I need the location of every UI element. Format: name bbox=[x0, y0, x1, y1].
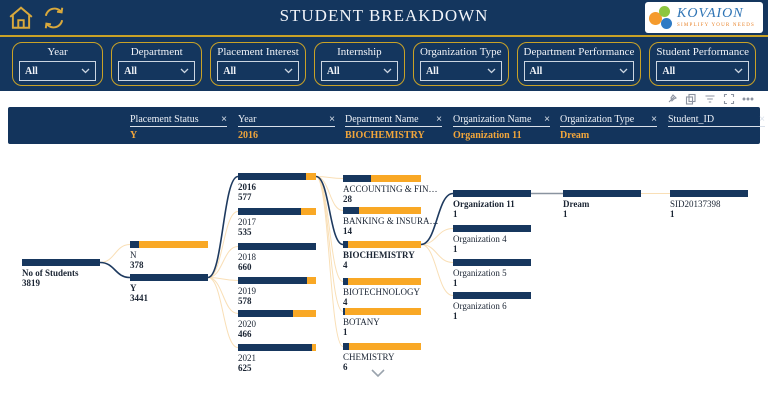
breadcrumb-placement-status bbox=[130, 114, 227, 141]
chevron-down-icon bbox=[180, 68, 189, 74]
tree-node-n[interactable] bbox=[130, 241, 208, 270]
filter-value: All bbox=[662, 65, 676, 77]
filter-dropdown-department-performance[interactable] bbox=[524, 61, 635, 81]
filter-label: Year bbox=[47, 46, 68, 58]
node-value: 1 bbox=[453, 311, 458, 321]
tree-node-2019[interactable] bbox=[238, 277, 316, 306]
node-bar bbox=[343, 241, 421, 248]
node-value: 466 bbox=[238, 329, 252, 339]
node-value: 14 bbox=[343, 226, 352, 236]
home-icon bbox=[8, 5, 34, 31]
breadcrumb-year bbox=[238, 114, 335, 141]
node-label: No of Students bbox=[22, 268, 79, 278]
chevron-down-icon bbox=[81, 68, 90, 74]
filter-button[interactable] bbox=[704, 93, 716, 105]
node-value: 378 bbox=[130, 260, 144, 270]
breadcrumb-field: Year bbox=[238, 114, 257, 125]
node-bar bbox=[238, 173, 316, 180]
node-label: Y bbox=[130, 283, 137, 293]
filter-dropdown-internship[interactable] bbox=[321, 61, 398, 81]
filter-dropdown-department[interactable] bbox=[118, 61, 195, 81]
node-label: 2021 bbox=[238, 353, 256, 363]
node-value: 4 bbox=[343, 260, 348, 270]
filter-internship bbox=[314, 42, 405, 86]
page-title: STUDENT BREAKDOWN bbox=[279, 6, 489, 25]
tree-node-2018[interactable] bbox=[238, 243, 316, 272]
node-label: N bbox=[130, 250, 137, 260]
node-bar bbox=[453, 292, 531, 299]
kovaion-logo bbox=[645, 2, 763, 33]
node-bar bbox=[343, 308, 421, 315]
pin-button[interactable] bbox=[666, 93, 678, 105]
tree-node-2017[interactable] bbox=[238, 208, 316, 237]
tree-node-biotechnology[interactable] bbox=[343, 278, 421, 307]
filter-dropdown-organization-type[interactable] bbox=[420, 61, 502, 81]
breadcrumb-value: BIOCHEMISTRY bbox=[345, 130, 425, 141]
filter-icon bbox=[704, 93, 716, 105]
node-label: SID20137398 bbox=[670, 199, 721, 209]
chevron-down-icon bbox=[619, 68, 628, 74]
filter-label: Department Performance bbox=[523, 46, 635, 58]
breadcrumb-value: 2016 bbox=[238, 130, 258, 141]
tree-node-y[interactable] bbox=[130, 274, 208, 303]
filter-value: All bbox=[425, 65, 439, 77]
chevron-down-icon bbox=[734, 68, 743, 74]
more-options-button[interactable] bbox=[742, 93, 754, 105]
node-bar bbox=[670, 190, 748, 197]
tree-node-botany[interactable] bbox=[343, 308, 421, 337]
filter-student-performance bbox=[649, 42, 756, 86]
tree-node-organization-6[interactable] bbox=[453, 292, 531, 321]
node-value: 6 bbox=[343, 362, 348, 372]
node-value: 1 bbox=[563, 209, 568, 219]
node-label: Organization 6 bbox=[453, 301, 507, 311]
breadcrumb-value: Dream bbox=[560, 130, 590, 141]
remove-level-icon[interactable]: × bbox=[651, 113, 657, 125]
filter-placement-interest bbox=[210, 42, 306, 86]
tree-node-no-of-students[interactable] bbox=[22, 259, 100, 288]
breadcrumb-field: Placement Status bbox=[130, 114, 199, 125]
node-bar bbox=[238, 310, 316, 317]
breadcrumb-field: Department Name bbox=[345, 114, 419, 125]
remove-level-icon[interactable]: × bbox=[544, 113, 550, 125]
node-label: BIOTECHNOLOGY bbox=[343, 287, 420, 297]
breadcrumb-department-name bbox=[345, 114, 442, 141]
breadcrumb-field: Student_ID bbox=[668, 114, 715, 125]
node-bar bbox=[238, 208, 316, 215]
node-bar bbox=[238, 344, 316, 351]
app-header bbox=[0, 0, 768, 37]
tree-node-banking-insura[interactable] bbox=[343, 207, 439, 236]
tree-node-dream[interactable] bbox=[563, 190, 641, 219]
focus-mode-icon bbox=[723, 93, 735, 105]
focus-mode-button[interactable] bbox=[723, 93, 735, 105]
filter-value: All bbox=[25, 65, 38, 77]
node-bar bbox=[343, 343, 421, 350]
chevron-down-icon bbox=[487, 68, 496, 74]
node-bar bbox=[453, 225, 531, 232]
filter-value: All bbox=[529, 65, 543, 77]
filter-value: All bbox=[223, 65, 237, 77]
node-value: 28 bbox=[343, 194, 352, 204]
remove-level-icon[interactable]: × bbox=[436, 113, 442, 125]
node-bar bbox=[22, 259, 100, 266]
node-label: 2017 bbox=[238, 217, 256, 227]
node-bar bbox=[343, 175, 421, 182]
node-value: 1 bbox=[453, 209, 458, 219]
breadcrumb-field: Organization Name bbox=[453, 114, 532, 125]
node-label: Organization 5 bbox=[453, 268, 507, 278]
node-label: Dream bbox=[563, 199, 590, 209]
filter-dropdown-student-performance[interactable] bbox=[656, 61, 749, 81]
node-value: 1 bbox=[670, 209, 675, 219]
node-bar bbox=[130, 241, 208, 248]
refresh-button[interactable] bbox=[41, 5, 67, 31]
tree-node-2021[interactable] bbox=[238, 344, 316, 373]
copy-button[interactable] bbox=[685, 93, 697, 105]
node-bar bbox=[563, 190, 641, 197]
node-label: BIOCHEMISTRY bbox=[343, 250, 415, 260]
node-label: BANKING & INSURA… bbox=[343, 216, 439, 226]
breadcrumb-student-id bbox=[668, 114, 765, 130]
node-value: 660 bbox=[238, 262, 252, 272]
node-bar bbox=[238, 243, 316, 250]
filter-organization-type bbox=[413, 42, 509, 86]
node-value: 1 bbox=[343, 327, 348, 337]
node-value: 577 bbox=[238, 192, 252, 202]
node-value: 625 bbox=[238, 363, 252, 373]
tree-node-sid20137398[interactable] bbox=[670, 190, 748, 219]
filter-department-performance bbox=[517, 42, 642, 86]
node-label: 2018 bbox=[238, 252, 256, 262]
node-bar bbox=[343, 207, 421, 214]
visual-toolbar bbox=[666, 93, 754, 105]
tree-node-chemistry[interactable] bbox=[343, 343, 421, 372]
filter-bar bbox=[0, 37, 768, 91]
refresh-icon bbox=[41, 5, 67, 31]
node-label: 2020 bbox=[238, 319, 256, 329]
filter-label: Department bbox=[130, 46, 183, 58]
node-bar bbox=[238, 277, 316, 284]
node-value: 1 bbox=[453, 244, 458, 254]
node-label: BOTANY bbox=[343, 317, 380, 327]
tree-node-2016[interactable] bbox=[238, 173, 316, 202]
more-options-icon bbox=[742, 93, 754, 105]
copy-icon bbox=[685, 93, 697, 105]
filter-label: Student Performance bbox=[656, 46, 749, 58]
filter-label: Placement Interest bbox=[217, 46, 299, 58]
filter-value: All bbox=[124, 65, 137, 77]
node-label: 2016 bbox=[238, 182, 256, 192]
filter-year bbox=[12, 42, 103, 86]
pin-icon bbox=[666, 93, 678, 105]
node-label: 2019 bbox=[238, 286, 256, 296]
home-button[interactable] bbox=[8, 5, 34, 31]
node-bar bbox=[453, 190, 531, 197]
filter-dropdown-year[interactable] bbox=[19, 61, 96, 81]
filter-value: All bbox=[326, 65, 340, 77]
node-label: ACCOUNTING & FIN… bbox=[343, 184, 438, 194]
node-label: Organization 4 bbox=[453, 234, 507, 244]
tree-node-organization-11[interactable] bbox=[453, 190, 531, 219]
remove-level-icon[interactable]: × bbox=[759, 113, 765, 125]
node-value: 4 bbox=[343, 297, 348, 307]
logo-dots-icon bbox=[649, 5, 675, 31]
chevron-down-icon bbox=[383, 68, 392, 74]
node-value: 578 bbox=[238, 296, 252, 306]
node-bar bbox=[130, 274, 208, 281]
breadcrumb-field: Organization Type bbox=[560, 114, 635, 125]
tree-node-2020[interactable] bbox=[238, 310, 316, 339]
node-value: 3441 bbox=[130, 293, 148, 303]
chevron-down-icon bbox=[284, 68, 293, 74]
breadcrumb-organization-name bbox=[453, 114, 550, 141]
logo-name: KOVAION bbox=[677, 6, 744, 21]
remove-level-icon[interactable]: × bbox=[221, 113, 227, 125]
tree-node-organization-5[interactable] bbox=[453, 259, 531, 288]
filter-label: Organization Type bbox=[419, 46, 502, 58]
filter-label: Internship bbox=[337, 46, 382, 58]
node-label: Organization 11 bbox=[453, 199, 515, 209]
filter-dropdown-placement-interest[interactable] bbox=[217, 61, 299, 81]
breadcrumb-value: Y bbox=[130, 130, 138, 141]
tree-node-accounting-fin[interactable] bbox=[343, 175, 438, 204]
breadcrumb-bar bbox=[8, 107, 765, 144]
remove-level-icon[interactable]: × bbox=[329, 113, 335, 125]
logo-tagline: SIMPLIFY YOUR NEEDS bbox=[677, 23, 755, 28]
tree-node-organization-4[interactable] bbox=[453, 225, 531, 254]
breadcrumb-organization-type bbox=[560, 114, 657, 141]
filter-department bbox=[111, 42, 202, 86]
node-value: 1 bbox=[453, 278, 458, 288]
node-label: CHEMISTRY bbox=[343, 352, 395, 362]
node-value: 3819 bbox=[22, 278, 40, 288]
node-bar bbox=[343, 278, 421, 285]
node-bar bbox=[453, 259, 531, 266]
breadcrumb-value: Organization 11 bbox=[453, 130, 522, 141]
tree-node-biochemistry[interactable] bbox=[343, 241, 421, 270]
node-value: 535 bbox=[238, 227, 252, 237]
